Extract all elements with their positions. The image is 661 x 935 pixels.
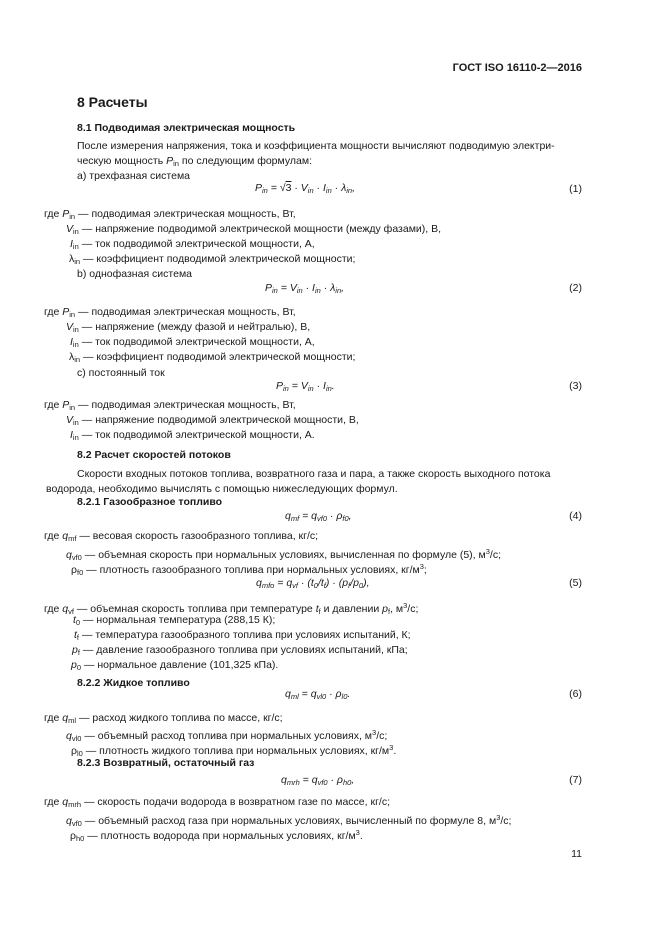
where-5-5: $p_0$ — нормальное давление (101,325 кПа). <box>71 659 279 672</box>
where-1-3: $I_{in}$ — ток подводимой электрической мощности, А, <box>70 238 315 251</box>
where-1-1: где $P_{in}$ — подводимая электрическая мощность, Вт, <box>44 208 296 221</box>
eq1-sqrt-arg: 3 <box>285 182 292 194</box>
section-title: 8 Расчеты <box>77 94 148 110</box>
where-2-3: $I_{in}$ — ток подводимой электрической мощности, А, <box>70 336 315 349</box>
item-b-label: b) однофазная система <box>77 268 192 280</box>
where-3-1: где $P_{in}$ — подводимая электрическая мощность, Вт, <box>44 399 296 412</box>
where-2-2: $V_{in}$ — напряжение (между фазой и нейтралью), В, <box>66 321 311 334</box>
where-3-2: $V_{in}$ — напряжение подводимой электрической мощности, В, <box>66 414 359 427</box>
equation-2: $P_{in} = V_{in} \cdot I_{in} \cdot \lambda_{in}$, <box>265 282 345 295</box>
equation-5: $q_{mfo} = q_{vf} \cdot (t_0/t_f) \cdot (p_f/p_0)$, <box>256 577 370 590</box>
equation-3: $P_{in} = V_{in} \cdot I_{in}$. <box>276 380 335 393</box>
where-5-3: $t_f$ — температура газообразного топлива при условиях испытаний, К; <box>74 629 411 642</box>
where-7-3: $\rho_{h0}$ — плотность водорода при нормальных условиях, $кг/м^3$. <box>70 828 363 843</box>
where-5-2: $t_0$ — нормальная температура (288,15 К); <box>73 614 276 627</box>
where-4-3: $\rho_{f0}$ — плотность газообразного топлива при нормальных условиях, $кг/м^3$; <box>71 562 427 577</box>
equation-6-number: (6) <box>569 688 582 700</box>
where-4-2: $q_{vf0}$ — объемная скорость при нормальных условиях, вычисленная по формуле (5), $м^3/с$; <box>66 547 501 562</box>
equation-3-number: (3) <box>569 380 582 392</box>
equation-4-number: (4) <box>569 510 582 522</box>
page-number: 11 <box>571 848 582 860</box>
where-7-2: $q_{vf0}$ — объемный расход газа при нормальных условиях, вычисленный по формуле 8, $м^3/с$; <box>66 813 512 828</box>
where-3-3: $I_{in}$ — ток подводимой электрической мощности, А. <box>70 429 315 442</box>
where-5-1: где $q_{vf}$ — объемная скорость топлива при температуре $t_f$ и давлении $p_f$, $м^3/с$; <box>44 601 419 616</box>
subsection-8-2-2-title: 8.2.2 Жидкое топливо <box>77 677 190 689</box>
item-a-label: а) трехфазная система <box>77 170 191 182</box>
where-6-2: $q_{vl0}$ — объемный расход топлива при нормальных условиях, $м^3/с$; <box>66 728 388 743</box>
paragraph-8-2-line-2: водорода, необходимо вычислять с помощью нижеследующих формул. <box>46 483 398 495</box>
where-5-4: $p_f$ — давление газообразного топлива при условиях испытаний, кПа; <box>72 644 408 657</box>
equation-6: $q_{ml} = q_{vl0} \cdot \rho_{l0}$. <box>285 688 351 701</box>
subsection-8-2-1-title: 8.2.1 Газообразное топливо <box>77 496 223 508</box>
equation-7: $q_{mrh} = q_{vf0} \cdot \rho_{h0}$, <box>281 774 355 787</box>
subsection-8-1-title: 8.1 Подводимая электрическая мощность <box>77 122 296 134</box>
equation-2-number: (2) <box>569 282 582 294</box>
item-c-label: с) постоянный ток <box>77 367 165 379</box>
where-2-4: $\lambda_{in}$ — коэффициент подводимой электрической мощности; <box>69 351 356 364</box>
paragraph-8-2-line-1: Скорости входных потоков топлива, возвратного газа и пара, а также скорость выходного потока <box>77 468 551 480</box>
where-6-1: где $q_{ml}$ — расход жидкого топлива по массе, кг/с; <box>44 712 283 725</box>
equation-1-number: (1) <box>569 183 582 195</box>
subsection-8-2-3-title: 8.2.3 Возвратный, остаточный газ <box>77 757 255 769</box>
where-6-3: $\rho_{l0}$ — плотность жидкого топлива при нормальных условиях, $кг/м^3$. <box>71 743 397 758</box>
equation-7-number: (7) <box>569 774 582 786</box>
where-2-1: где $P_{in}$ — подводимая электрическая мощность, Вт, <box>44 306 296 319</box>
where-1-4: $\lambda_{in}$ — коэффициент подводимой электрической мощности; <box>69 253 356 266</box>
equation-1: $P_{in} = √3 \cdot V_{in} \cdot I_{in} \cdot \lambda_{in}$, <box>255 182 356 195</box>
standard-header: ГОСТ ISO 16110-2—2016 <box>452 62 582 74</box>
where-1-2: $V_{in}$ — напряжение подводимой электрической мощности (между фазами), В, <box>66 223 442 236</box>
paragraph-8-1-line-2: ческую мощность $P_{in}$ по следующим формулам: <box>77 155 312 168</box>
equation-5-number: (5) <box>569 577 582 589</box>
where-7-1: где $q_{mrh}$ — скорость подачи водорода в возвратном газе по массе, кг/с; <box>44 796 390 809</box>
subsection-8-2-title: 8.2 Расчет скоростей потоков <box>77 449 231 461</box>
equation-4: $q_{mf} = q_{vf0} \cdot \rho_{f0}$, <box>285 510 352 523</box>
where-4-1: где $q_{mf}$ — весовая скорость газообразного топлива, кг/с; <box>44 530 319 543</box>
paragraph-8-1-line-1: После измерения напряжения, тока и коэффициента мощности вычисляют подводимую электри- <box>77 140 555 152</box>
